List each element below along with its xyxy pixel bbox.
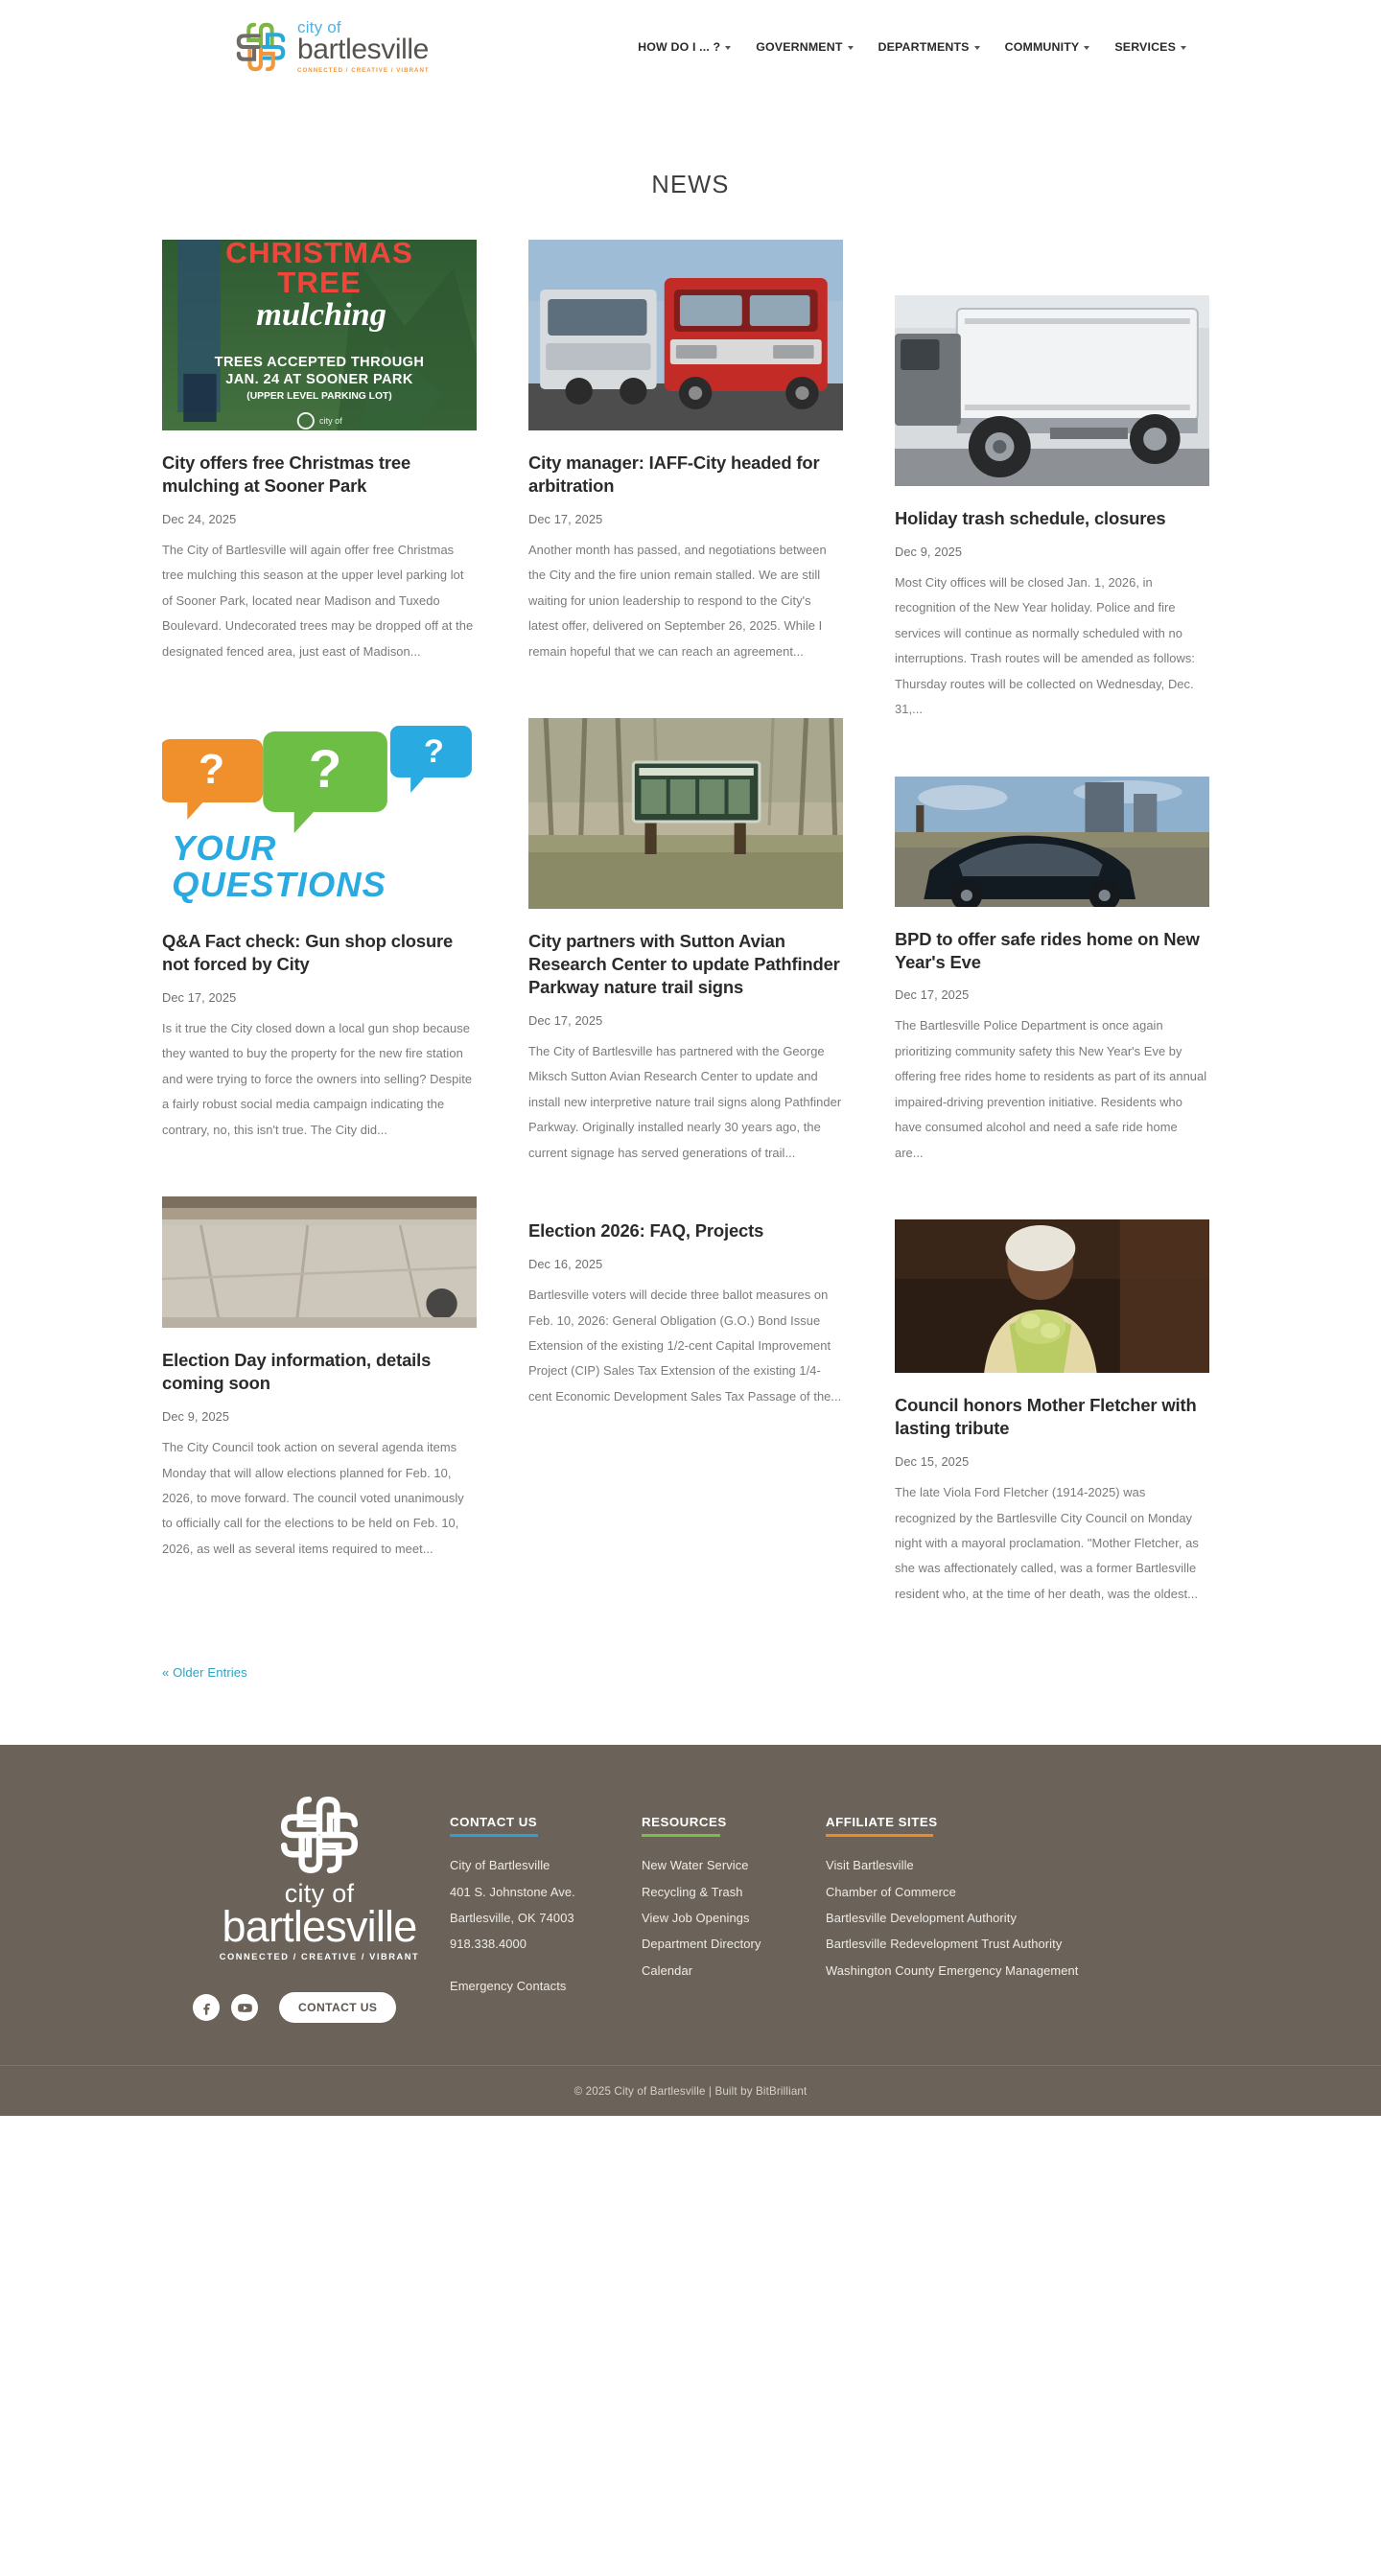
chevron-down-icon <box>974 46 980 50</box>
news-listing <box>158 240 1223 1660</box>
footer-link-washington-county-emergency-management[interactable]: Washington County Emergency Management <box>826 1962 1079 1978</box>
svg-text:mulching: mulching <box>256 297 386 333</box>
news-card-excerpt: Is it true the City closed down a local gun shop because they wanted to buy the property for the new fire station and were trying to force the owners into selling? Despite a fairly robust social media campaign indicating the contrary, no, this isn't true. The City did... <box>162 1020 473 1137</box>
news-card-date: Dec 24, 2025 <box>162 511 237 526</box>
footer-contact-us-button[interactable]: CONTACT US <box>279 1992 396 2023</box>
logo-bartlesville-text: bartlesville <box>297 34 429 66</box>
news-card-date: Dec 16, 2025 <box>528 1257 603 1272</box>
chevron-down-icon <box>1084 46 1089 50</box>
svg-text:TREES ACCEPTED THROUGH: TREES ACCEPTED THROUGH <box>214 355 425 370</box>
nav-label: SERVICES <box>1114 39 1176 54</box>
youtube-icon[interactable] <box>231 1994 258 2021</box>
news-card-excerpt: Bartlesville voters will decide three ballot measures on Feb. 10, 2026: General Obligation (G.O.) Bond Issue Extension of the existing 1/2-cent Capital Improvement Project (CIP) Sales Tax Extension of the existing 1/4-cent Economic Development Sales Tax Passage of the... <box>528 1288 842 1404</box>
footer-link-bartlesville-development-authority[interactable]: Bartlesville Development Authority <box>826 1911 1017 1926</box>
spacer <box>450 1958 642 1973</box>
news-card-date: Dec 9, 2025 <box>895 544 963 559</box>
city-logo-icon <box>233 19 289 75</box>
news-card-image[interactable] <box>162 1196 477 1328</box>
news-card[interactable] <box>162 240 477 664</box>
news-card-title[interactable]: BPD to offer safe rides home on New Year's Eve <box>895 928 1200 972</box>
footer-link-bartlesville-redevelopment-trust-authority[interactable]: Bartlesville Redevelopment Trust Authority <box>826 1937 1063 1952</box>
chevron-down-icon <box>848 46 854 50</box>
nav-label: COMMUNITY <box>1004 39 1080 54</box>
news-card-image[interactable] <box>895 295 1209 486</box>
footer-social-row <box>189 1992 450 2023</box>
news-card-image[interactable] <box>528 240 843 430</box>
news-card-title[interactable]: City partners with Sutton Avian Research Center to update Pathfinder Parkway nature trail signs <box>528 931 840 997</box>
logo-tagline: CONNECTED / CREATIVE / VIBRANT <box>297 66 430 74</box>
news-card-title[interactable]: Election Day information, details coming soon <box>162 1350 432 1394</box>
nav-label: HOW DO I ... ? <box>638 39 721 54</box>
svg-text:?: ? <box>423 733 444 771</box>
news-card-date: Dec 9, 2025 <box>162 1409 230 1425</box>
footer-column-heading: CONTACT US <box>450 1815 538 1830</box>
footer-logo-city-of-text: city of <box>284 1879 355 1909</box>
footer-contact-line: Bartlesville, OK 74003 <box>450 1911 574 1926</box>
nav-label: DEPARTMENTS <box>878 39 970 54</box>
footer-column-affiliate-sites <box>826 1787 1171 1984</box>
news-card-image[interactable] <box>895 1219 1209 1373</box>
footer-link-emergency-contacts[interactable]: Emergency Contacts <box>450 1978 567 1993</box>
news-card-excerpt: The Bartlesville Police Department is once again prioritizing community safety this New Year's Eve by offering free rides home to residents as part of its annual impaired-driving prevention initiative. Residents who have consumed alcohol and need a safe ride home are... <box>895 1018 1207 1160</box>
news-card[interactable] <box>895 1219 1209 1607</box>
news-card-excerpt: The late Viola Ford Fletcher (1914-2025) was recognized by the Bartlesville City Council on Monday night with a mayoral proclamation. "Mother Fletcher, as she was affectionately called, was a former Bartlesville resident who, at the time of her death, was the oldest... <box>895 1485 1199 1601</box>
footer-logo-tagline: CONNECTED / CREATIVE / VIBRANT <box>219 1952 420 1962</box>
nav-item-services[interactable] <box>1114 40 1186 54</box>
news-card-image[interactable] <box>895 777 1209 907</box>
facebook-icon[interactable] <box>193 1994 220 2021</box>
footer-bottom-bar <box>0 2065 1381 2116</box>
news-card[interactable] <box>528 1219 843 1409</box>
footer-column-heading: AFFILIATE SITES <box>826 1815 938 1830</box>
footer-city-logo-icon <box>275 1791 363 1879</box>
news-card-date: Dec 17, 2025 <box>528 1012 603 1028</box>
news-card[interactable] <box>528 240 843 664</box>
news-card-title[interactable]: Council honors Mother Fletcher with lasting tribute <box>895 1395 1197 1439</box>
news-card-title[interactable]: City manager: IAFF-City headed for arbitration <box>528 453 820 496</box>
news-card-title[interactable]: City offers free Christmas tree mulching at Sooner Park <box>162 453 411 496</box>
footer-contact-line: City of Bartlesville <box>450 1858 550 1873</box>
footer-link-chamber-of-commerce[interactable]: Chamber of Commerce <box>826 1884 956 1899</box>
news-card-image[interactable] <box>162 240 477 430</box>
older-entries-link[interactable]: « Older Entries <box>162 1665 247 1681</box>
svg-text:QUESTIONS: QUESTIONS <box>172 865 386 905</box>
news-card-excerpt: Another month has passed, and negotiations between the City and the fire union remain stalled. We are still waiting for union leadership to respond to the City's latest offer, delivered on September 26, 2025. While I remain hopeful that we can reach an agreement... <box>528 542 827 659</box>
news-card-image[interactable] <box>528 718 843 909</box>
page-title: NEWS <box>651 172 730 198</box>
footer-link-calendar[interactable]: Calendar <box>642 1962 693 1978</box>
footer-heading-underline <box>826 1834 933 1837</box>
news-card-excerpt: The City Council took action on several agenda items Monday that will allow elections planned for Feb. 10, 2026, to move forward. The council voted unanimously to officially call for the elections to be held on Feb. 10, 2026, as well as several items required to meet... <box>162 1440 464 1556</box>
news-card-date: Dec 17, 2025 <box>528 511 603 526</box>
nav-item-departments[interactable] <box>878 40 980 54</box>
footer-column-heading: RESOURCES <box>642 1815 727 1830</box>
nav-label: GOVERNMENT <box>756 39 843 54</box>
footer-contact-phone: 918.338.4000 <box>450 1937 527 1952</box>
footer-logo-block <box>162 1787 450 2023</box>
svg-text:?: ? <box>199 746 225 794</box>
footer-link-view-job-openings[interactable]: View Job Openings <box>642 1911 750 1926</box>
footer-link-department-directory[interactable]: Department Directory <box>642 1937 761 1952</box>
news-card-date: Dec 17, 2025 <box>162 989 237 1005</box>
site-footer <box>0 1745 1381 2116</box>
news-card-title[interactable]: Holiday trash schedule, closures <box>895 508 1166 528</box>
svg-text:?: ? <box>308 738 342 800</box>
site-header <box>0 0 1381 93</box>
nav-item-government[interactable] <box>756 40 853 54</box>
news-card-excerpt: Most City offices will be closed Jan. 1, 2026, in recognition of the New Year holiday. Police and fire services will continue as normally scheduled with no interruptions. Trash routes will be amended as follows: Thursday routes will be collected on Wednesday, Dec. 31,... <box>895 574 1195 717</box>
main-navigation <box>638 40 1223 54</box>
news-card-excerpt: The City of Bartlesville has partnered with the George Miksch Sutton Avian Research Center to update and install new interpretive nature trail signs along Pathfinder Parkway. Originally installed nearly 30 years ago, the current signage has served generations of trail... <box>528 1043 842 1160</box>
news-card[interactable] <box>162 1196 477 1562</box>
chevron-down-icon <box>1181 46 1186 50</box>
chevron-down-icon <box>725 46 731 50</box>
news-card[interactable] <box>895 777 1209 1167</box>
footer-column-contact-us <box>450 1787 642 1999</box>
nav-item-how-do-i[interactable] <box>638 40 731 54</box>
news-masonry-grid <box>162 240 1209 1660</box>
svg-text:city of: city of <box>319 416 342 426</box>
footer-logo-bartlesville-text: bartlesville <box>222 1902 417 1952</box>
news-card[interactable] <box>528 718 843 1166</box>
news-card-title[interactable]: Q&A Fact check: Gun shop closure not forced by City <box>162 931 454 975</box>
footer-heading-underline <box>450 1834 538 1837</box>
news-card[interactable] <box>162 718 477 1143</box>
svg-text:YOUR: YOUR <box>172 828 277 869</box>
pagination <box>158 1660 1223 1745</box>
footer-link-visit-bartlesville[interactable]: Visit Bartlesville <box>826 1858 914 1873</box>
logo-city-of-text: city of <box>297 18 341 37</box>
news-card[interactable] <box>895 240 1209 723</box>
news-card-date: Dec 17, 2025 <box>895 987 970 1003</box>
news-card-image[interactable] <box>162 718 477 909</box>
svg-text:JAN. 24 AT SOONER PARK: JAN. 24 AT SOONER PARK <box>225 372 413 387</box>
copyright-text: © 2025 City of Bartlesville | Built by BitBrilliant <box>573 2085 808 2099</box>
site-logo[interactable] <box>158 19 430 75</box>
svg-text:CHRISTMAS: CHRISTMAS <box>225 240 413 269</box>
footer-heading-underline <box>642 1834 720 1837</box>
news-card-title[interactable]: Election 2026: FAQ, Projects <box>528 1220 764 1242</box>
svg-text:TREE: TREE <box>277 266 362 299</box>
svg-text:(UPPER LEVEL PARKING LOT): (UPPER LEVEL PARKING LOT) <box>246 391 392 402</box>
footer-link-new-water-service[interactable]: New Water Service <box>642 1858 749 1873</box>
footer-column-resources <box>642 1787 826 1984</box>
nav-item-community[interactable] <box>1005 40 1090 54</box>
footer-link-recycling-trash[interactable]: Recycling & Trash <box>642 1884 743 1899</box>
news-card-excerpt: The City of Bartlesville will again offer free Christmas tree mulching this season at the upper level parking lot of Sooner Park, located near Madison and Tuxedo Boulevard. Undecorated trees may be dropped off at the designated fenced area, just east of Madison... <box>162 542 474 659</box>
footer-contact-line: 401 S. Johnstone Ave. <box>450 1884 575 1899</box>
news-card-date: Dec 15, 2025 <box>895 1454 970 1470</box>
